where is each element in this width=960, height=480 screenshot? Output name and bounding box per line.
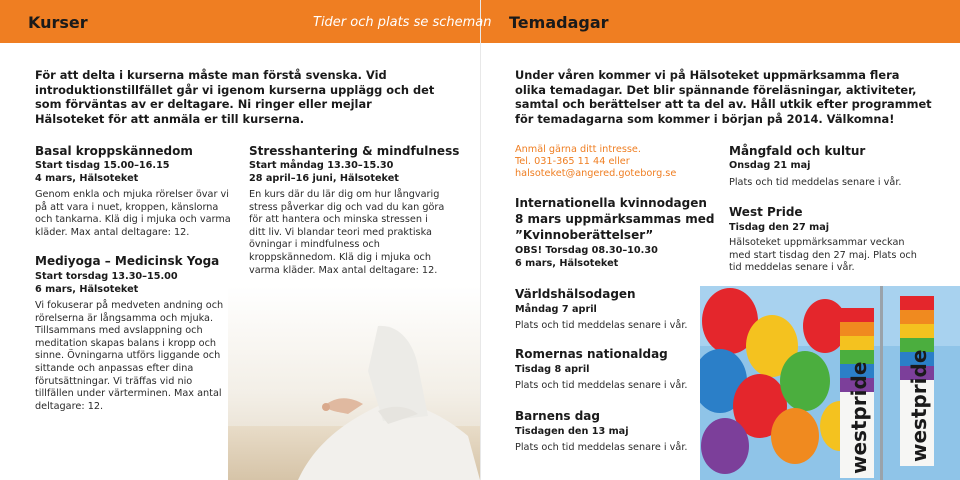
westpride-date: Tisdag den 27 maj [729, 222, 830, 233]
basal-place: 4 mars, Hälsoteket [35, 173, 139, 184]
temadagar-intro: Under våren kommer vi på Hälsoteket uppmärksamma flera olika temadagar. Det blir spännande föreläsningar, aktiviteter, samtal och berättelser att ta del av. Håll utkik efter programmet för temadagarna som kommer i början på 2014. Välkomna! [515, 68, 932, 126]
pride-banner-1 [840, 308, 874, 478]
kvinnodag-title3: ”Kvinnoberättelser” [515, 228, 654, 242]
barn-body: Plats och tid meddelas senare i vår. [515, 442, 688, 453]
kurser-intro: För att delta i kurserna måste man förstå svenska. Vid introduktionstillfället går vi igenom kurserna upplägg och det som förväntas av er deltagare. Ni ringer eller mejlar Hälsoteket för att anmäla er till kurserna. [35, 68, 435, 126]
halsodag-date: Måndag 7 april [515, 304, 597, 315]
yoga-title: Mediyoga – Medicinsk Yoga [35, 254, 220, 268]
kurser-subheading: Tider och plats se scheman [313, 15, 492, 30]
mangfald-date: Onsdag 21 maj [729, 160, 811, 171]
yoga-place: 6 mars, Hälsoteket [35, 284, 139, 295]
romer-date: Tisdag 8 april [515, 364, 590, 375]
yoga-body: Vi fokuserar på medveten andning och rörelserna är långsamma och mjuka. Tillsammans med avslappning och meditation skapas balans i kropp och sinne. Övningarna utförs liggande och sittande och anpassas efter dina förutsättningar. Vi träffas vid nio tillfällen under värterminen. Max antal deltagare: 12. [35, 300, 224, 412]
yoga-time: Start torsdag 13.30–15.00 [35, 271, 178, 282]
halsodag-body: Plats och tid meddelas senare i vår. [515, 320, 688, 331]
mangfald-body: Plats och tid meddelas senare i vår. [729, 177, 902, 188]
westpride-title: West Pride [729, 205, 803, 219]
kvinnodag-title1: Internationella kvinnodagen [515, 196, 707, 210]
barn-title: Barnens dag [515, 409, 600, 423]
pride-banner-2 [900, 296, 934, 466]
basal-time: Start tisdag 15.00–16.15 [35, 160, 170, 171]
westpride-body: Hälsoteket uppmärksammar veckan med start tisdag den 27 maj. Plats och tid meddelas senare i vår. [729, 237, 917, 274]
contact-phone: Tel. 031-365 11 44 eller [515, 156, 630, 167]
page-divider [480, 0, 481, 480]
contact-email[interactable]: halsoteket@angered.goteborg.se [515, 168, 677, 179]
kurser-heading: Kurser [28, 13, 88, 32]
mangfald-title: Mångfald och kultur [729, 144, 866, 158]
contact-line1: Anmäl gärna ditt intresse. [515, 144, 641, 155]
banner-text-2: westpride [907, 349, 931, 462]
kvinnodag-time: OBS! Torsdag 08.30–10.30 [515, 245, 658, 256]
kvinnodag-title2: 8 mars uppmärksammas med [515, 212, 715, 226]
barn-date: Tisdagen den 13 maj [515, 426, 629, 437]
stress-place: 28 april–16 juni, Hälsoteket [249, 173, 399, 184]
kvinnodag-place: 6 mars, Hälsoteket [515, 258, 619, 269]
stress-title: Stresshantering & mindfulness [249, 144, 460, 158]
halsodag-title: Världshälsodagen [515, 287, 636, 301]
stress-body: En kurs där du lär dig om hur långvarig stress påverkar dig och vad du kan göra för att hantera och minska stressen i ditt liv. Vi blandar teori med praktiska övningar i mindfulness och kroppskännedom. Klä dig i mjuka och varma kläder. Max antal deltagare: 12. [249, 189, 445, 276]
basal-title: Basal kroppskännedom [35, 144, 193, 158]
meditation-photo [228, 286, 480, 480]
romer-title: Romernas nationaldag [515, 347, 668, 361]
romer-body: Plats och tid meddelas senare i vår. [515, 380, 688, 391]
temadagar-heading: Temadagar [509, 13, 609, 32]
basal-body: Genom enkla och mjuka rörelser övar vi på att vara i nuet, kroppen, känslorna och tankarna. Klä dig i mjuka och varma kläder. Max antal deltagare: 12. [35, 189, 231, 238]
stress-time: Start måndag 13.30–15.30 [249, 160, 394, 171]
banner-text-1: westpride [847, 361, 871, 474]
westpride-photo [700, 286, 960, 480]
